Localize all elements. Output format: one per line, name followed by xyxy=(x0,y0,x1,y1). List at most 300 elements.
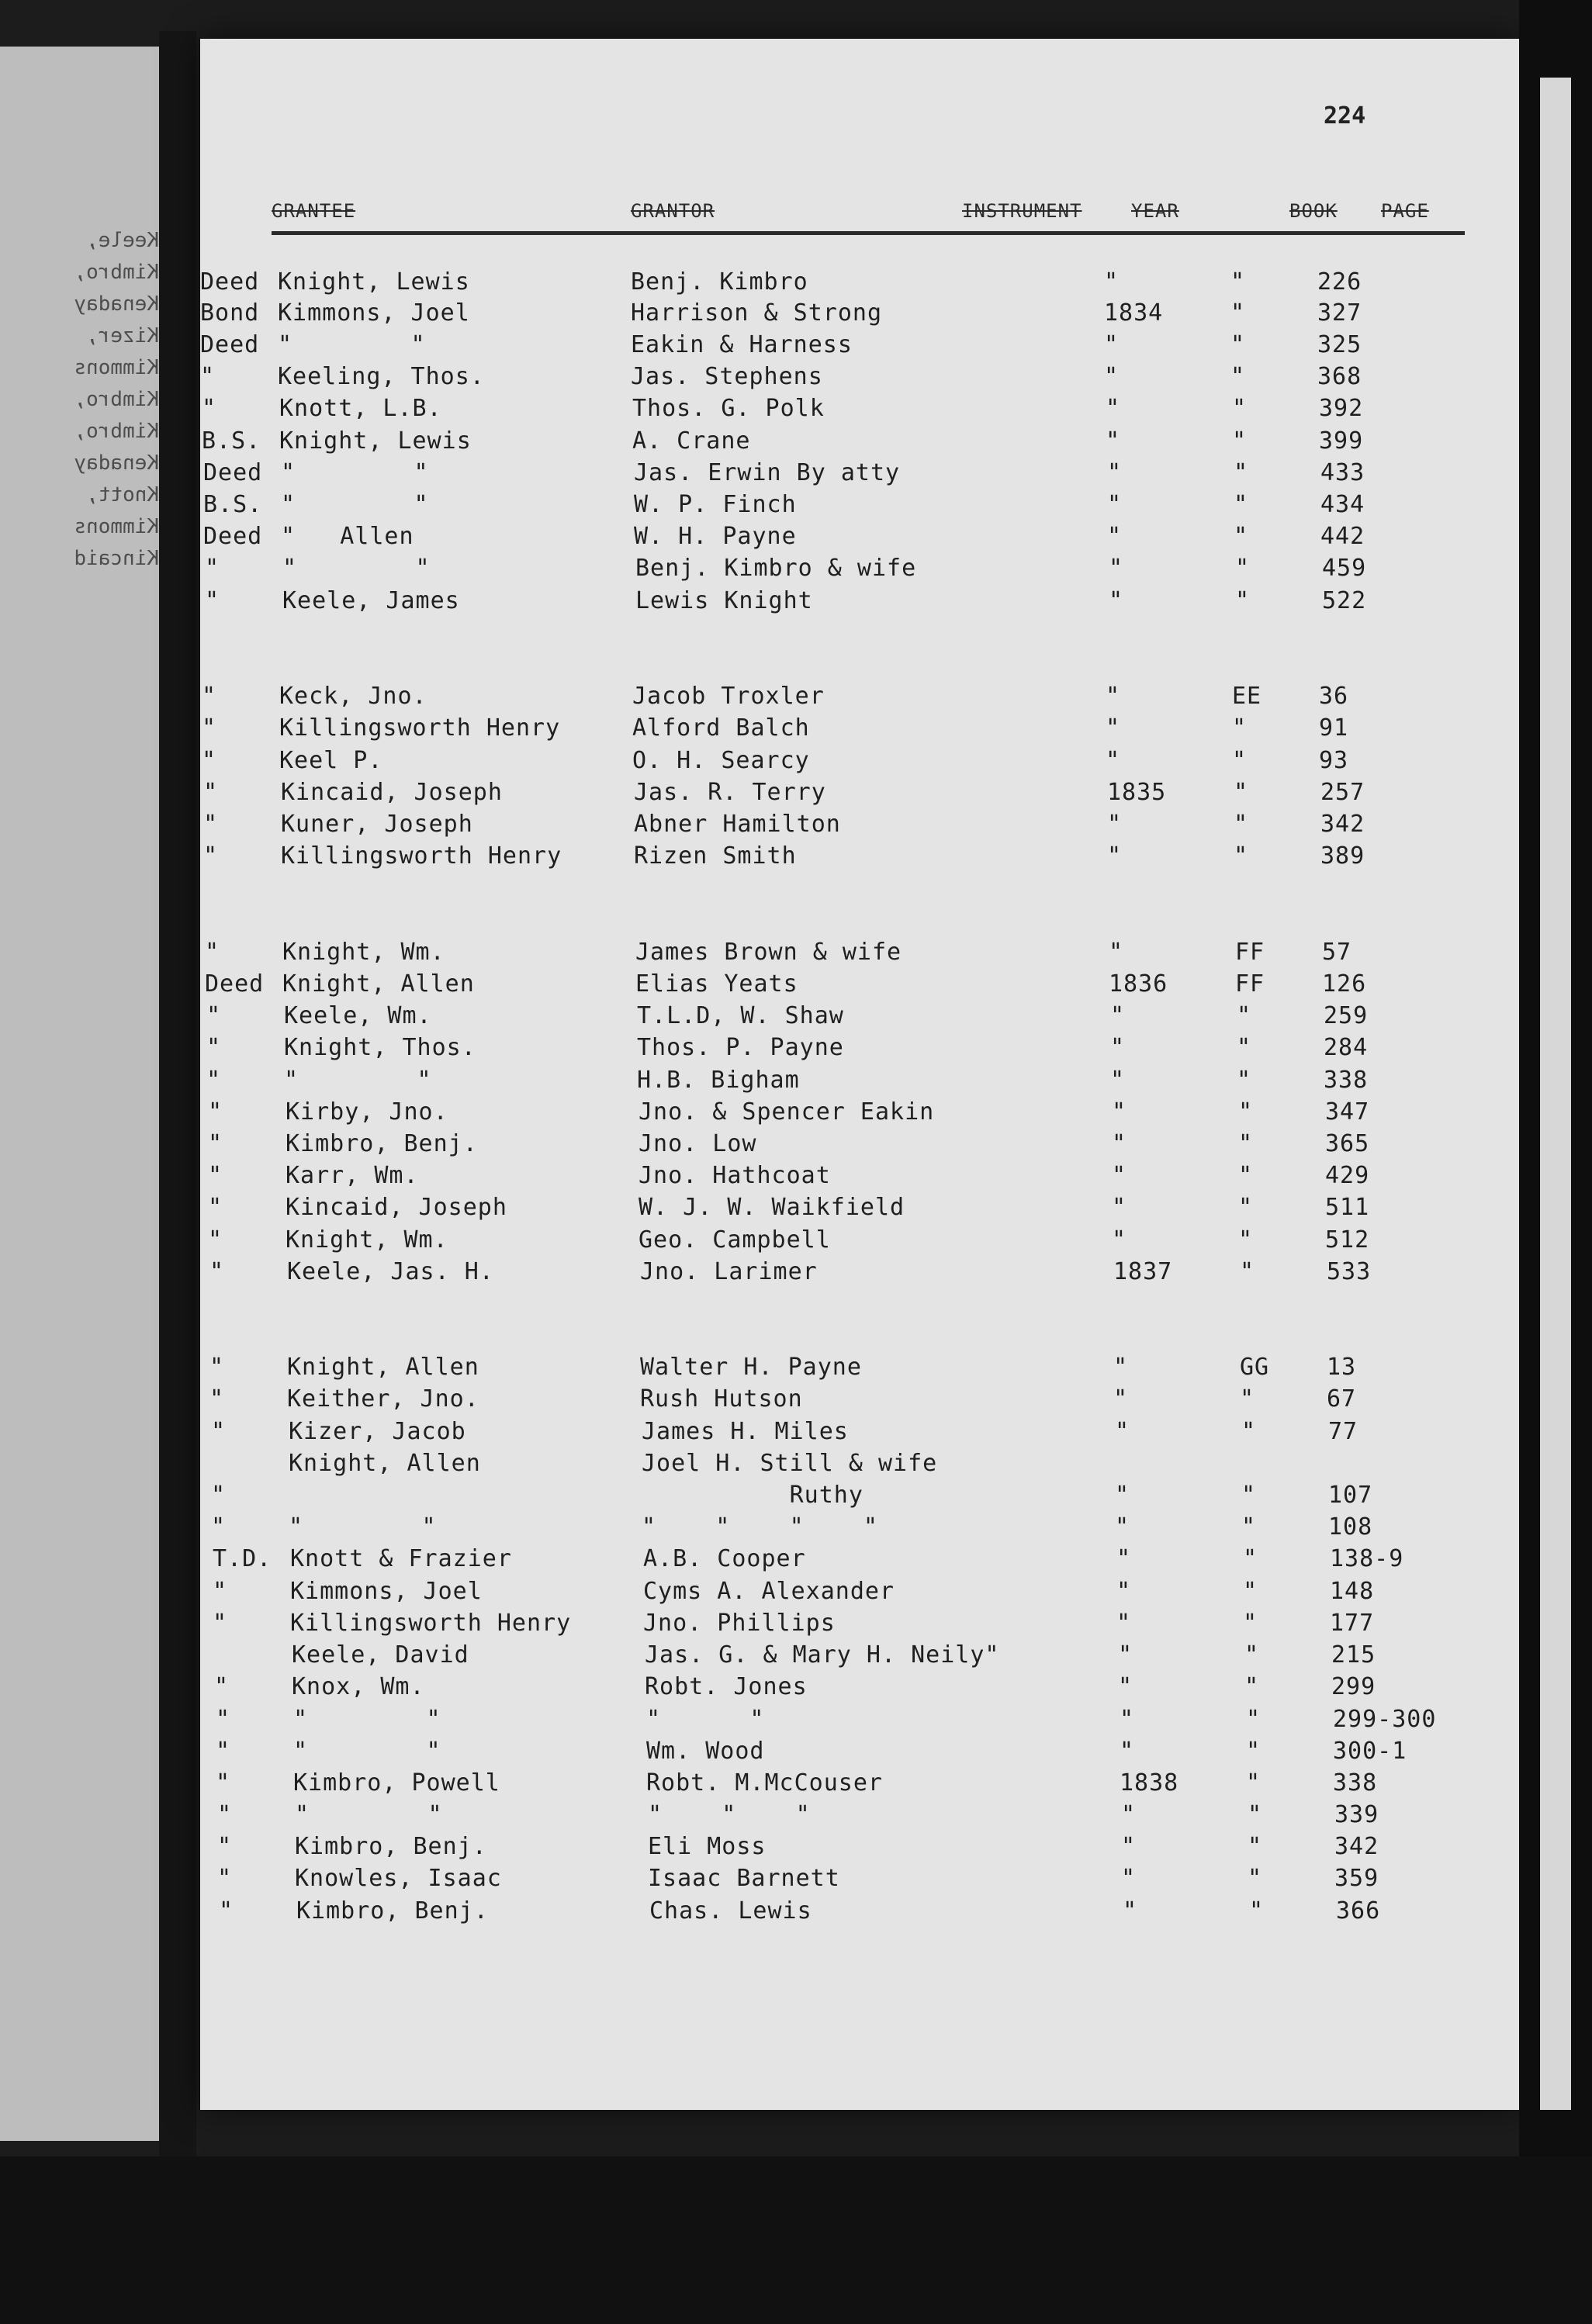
cell-grantor: Robt. Jones xyxy=(645,1673,808,1700)
cell-grantor: Elias Yeats xyxy=(635,970,798,998)
left-page-edge xyxy=(0,47,159,2141)
cell-grantor: " " xyxy=(646,1706,765,1733)
left-page-line: Keele, xyxy=(86,229,159,252)
ledger-row xyxy=(200,299,1519,332)
cell-page: 138-9 xyxy=(1330,1545,1404,1572)
cell-year: " xyxy=(1104,331,1120,358)
ledger-page xyxy=(200,39,1519,2110)
cell-year: 1838 xyxy=(1120,1769,1179,1797)
cell-page: 259 xyxy=(1324,1002,1369,1029)
cell-book: " xyxy=(1235,555,1251,582)
cell-year: " xyxy=(1121,1865,1137,1892)
ledger-row xyxy=(205,587,1524,620)
cell-book: FF xyxy=(1235,970,1265,998)
cell-page: 392 xyxy=(1319,395,1364,422)
cell-grantor: Eli Moss xyxy=(648,1833,767,1860)
ledger-row xyxy=(216,1738,1535,1770)
cell-book: " xyxy=(1234,842,1249,870)
cell-grantee: " " xyxy=(284,1067,432,1094)
cell-page: 148 xyxy=(1330,1578,1375,1605)
ledger-row xyxy=(203,779,1522,811)
cell-book: " xyxy=(1240,1385,1255,1413)
cell-instrument: " xyxy=(211,1418,227,1445)
cell-instrument: " xyxy=(205,555,220,582)
cell-year: " xyxy=(1112,1194,1127,1221)
cell-grantee: Keeling, Thos. xyxy=(278,363,485,390)
cell-instrument: Bond xyxy=(200,299,260,327)
cell-year: " xyxy=(1123,1897,1138,1925)
cell-grantor: Thos. G. Polk xyxy=(632,395,825,422)
cell-instrument: " xyxy=(206,1067,222,1094)
cell-instrument: " xyxy=(208,1194,223,1221)
cell-page: 126 xyxy=(1322,970,1367,998)
cell-grantee: Keele, Wm. xyxy=(284,1002,432,1029)
ledger-row xyxy=(202,683,1521,715)
cell-book: " xyxy=(1235,587,1251,614)
cell-book: " xyxy=(1234,491,1249,518)
cell-year: " xyxy=(1116,1578,1132,1605)
ledger-row xyxy=(206,1067,1525,1099)
left-page-line: Kimbro, xyxy=(74,261,159,284)
cell-grantee: Keck, Jno. xyxy=(279,683,427,710)
cell-year: " xyxy=(1106,683,1121,710)
cell-instrument: " xyxy=(217,1865,233,1892)
left-page-line: Knott, xyxy=(86,483,159,507)
ledger-row xyxy=(209,1354,1528,1386)
cell-instrument: " xyxy=(203,842,219,870)
cell-page: 57 xyxy=(1322,939,1352,966)
cell-instrument: " xyxy=(203,779,219,806)
cell-page: 338 xyxy=(1324,1067,1369,1094)
ledger-row xyxy=(200,268,1519,301)
cell-page: 93 xyxy=(1319,747,1349,774)
cell-grantor: Jas. Erwin By atty xyxy=(634,459,901,486)
cell-grantor: Geo. Campbell xyxy=(639,1226,831,1254)
cell-grantor: " " " " xyxy=(642,1513,878,1541)
ledger-row xyxy=(203,459,1522,492)
cell-page: 325 xyxy=(1317,331,1362,358)
cell-grantee: Keele, James xyxy=(282,587,460,614)
ledger-row xyxy=(202,427,1521,460)
cell-year: " xyxy=(1115,1513,1130,1541)
cell-grantee: " " xyxy=(293,1706,441,1733)
cell-book: " xyxy=(1240,1258,1255,1285)
cell-page: 339 xyxy=(1334,1801,1379,1828)
cell-instrument: " xyxy=(203,811,219,838)
cell-grantor: Eakin & Harness xyxy=(631,331,853,358)
cell-page: 67 xyxy=(1327,1385,1357,1413)
cell-book: " xyxy=(1230,299,1246,327)
cell-year: " xyxy=(1104,268,1120,296)
cell-instrument: Deed xyxy=(205,970,265,998)
cell-grantor: Benj. Kimbro xyxy=(631,268,808,296)
left-page-line: Kimmons xyxy=(74,515,159,538)
cell-page: 442 xyxy=(1320,523,1365,550)
cell-year: " xyxy=(1112,1162,1127,1189)
cell-year: " xyxy=(1116,1545,1132,1572)
ledger-row xyxy=(216,1769,1535,1802)
cell-instrument: " xyxy=(208,1130,223,1157)
cell-grantor: " " " xyxy=(648,1801,811,1828)
ledger-row xyxy=(214,1641,1533,1674)
cell-grantee: Keither, Jno. xyxy=(287,1385,479,1413)
cell-page: 215 xyxy=(1331,1641,1376,1669)
cell-grantee: Karr, Wm. xyxy=(286,1162,419,1189)
cell-instrument: " xyxy=(200,363,216,390)
cell-instrument: " xyxy=(214,1673,230,1700)
left-page-line: Kimmons xyxy=(74,356,159,379)
cell-year: " xyxy=(1109,939,1124,966)
cell-instrument: " xyxy=(216,1706,231,1733)
cell-grantee: Killingsworth Henry xyxy=(279,714,561,742)
cell-year: " xyxy=(1112,1130,1127,1157)
ledger-row xyxy=(203,842,1522,875)
cell-instrument: " xyxy=(208,1226,223,1254)
cell-page: 177 xyxy=(1330,1610,1375,1637)
ledger-row xyxy=(217,1833,1536,1866)
cell-instrument: " xyxy=(205,939,220,966)
ledger-row xyxy=(208,1194,1527,1226)
cell-grantor: Joel H. Still & wife xyxy=(642,1450,938,1477)
cell-book: " xyxy=(1234,523,1249,550)
cell-grantee: Kimbro, Benj. xyxy=(296,1897,489,1925)
cell-year: " xyxy=(1121,1833,1137,1860)
cell-year: " xyxy=(1116,1610,1132,1637)
bottom-dark-area xyxy=(0,2156,1592,2324)
ledger-row xyxy=(203,523,1522,555)
cell-grantor: James H. Miles xyxy=(642,1418,849,1445)
cell-grantor: H.B. Bigham xyxy=(637,1067,800,1094)
cell-year: " xyxy=(1120,1738,1135,1765)
ledger-row xyxy=(206,1002,1525,1035)
header-page: PAGE xyxy=(1381,200,1429,222)
cell-grantor: Rush Hutson xyxy=(640,1385,803,1413)
cell-page: 434 xyxy=(1320,491,1365,518)
cell-instrument: Deed xyxy=(203,459,263,486)
cell-year: " xyxy=(1104,363,1120,390)
cell-book: " xyxy=(1232,427,1248,455)
cell-page: 459 xyxy=(1322,555,1367,582)
ledger-row xyxy=(219,1897,1538,1930)
cell-grantor: W. J. W. Waikfield xyxy=(639,1194,905,1221)
cell-grantee: Knott & Frazier xyxy=(290,1545,512,1572)
cell-instrument: Deed xyxy=(203,523,263,550)
cell-book: " xyxy=(1248,1833,1263,1860)
cell-instrument: " xyxy=(211,1513,227,1541)
next-page-edge xyxy=(1540,78,1571,2110)
ledger-row xyxy=(216,1706,1535,1738)
ledger-row xyxy=(211,1450,1530,1482)
ledger-row xyxy=(211,1418,1530,1451)
cell-grantor: Harrison & Strong xyxy=(631,299,883,327)
cell-grantor: A.B. Cooper xyxy=(643,1545,806,1572)
ledger-row xyxy=(208,1226,1527,1259)
ledger-row xyxy=(200,363,1519,396)
cell-book: " xyxy=(1238,1162,1254,1189)
ledger-row xyxy=(205,939,1524,971)
cell-book: EE xyxy=(1232,683,1262,710)
cell-grantee: Kizer, Jacob xyxy=(289,1418,466,1445)
ledger-row xyxy=(209,1258,1528,1291)
cell-year: " xyxy=(1118,1641,1133,1669)
cell-grantor: Rizen Smith xyxy=(634,842,797,870)
cell-instrument: " xyxy=(211,1482,227,1509)
cell-page: 13 xyxy=(1327,1354,1357,1381)
ledger-row xyxy=(202,747,1521,780)
cell-book: " xyxy=(1246,1706,1261,1733)
cell-instrument: " xyxy=(209,1258,225,1285)
cell-instrument: " xyxy=(209,1354,225,1381)
cell-instrument: " xyxy=(213,1610,228,1637)
cell-book: " xyxy=(1237,1034,1252,1061)
cell-grantee: Kincaid, Joseph xyxy=(281,779,503,806)
header-year: YEAR xyxy=(1131,200,1179,222)
cell-grantor: Wm. Wood xyxy=(646,1738,765,1765)
cell-page: 365 xyxy=(1325,1130,1370,1157)
cell-grantor: Robt. M.McCouser xyxy=(646,1769,883,1797)
cell-grantor: Jno. Phillips xyxy=(643,1610,836,1637)
cell-year: 1835 xyxy=(1107,779,1167,806)
cell-year: " xyxy=(1113,1354,1129,1381)
cell-page: 368 xyxy=(1317,363,1362,390)
cell-page: 522 xyxy=(1322,587,1367,614)
cell-grantee: " " xyxy=(293,1738,441,1765)
cell-book: " xyxy=(1241,1513,1257,1541)
cell-instrument: " xyxy=(202,683,217,710)
cell-grantor: W. P. Finch xyxy=(634,491,797,518)
cell-book: " xyxy=(1232,714,1248,742)
cell-grantor: Benj. Kimbro & wife xyxy=(635,555,917,582)
cell-page: 399 xyxy=(1319,427,1364,455)
cell-grantee: Kimbro, Benj. xyxy=(295,1833,487,1860)
cell-page: 342 xyxy=(1334,1833,1379,1860)
cell-year: " xyxy=(1118,1673,1133,1700)
cell-grantor: Jno. Hathcoat xyxy=(639,1162,831,1189)
cell-grantor: Jno. Larimer xyxy=(640,1258,818,1285)
cell-year: " xyxy=(1110,1002,1126,1029)
cell-grantor: O. H. Searcy xyxy=(632,747,810,774)
cell-page: 338 xyxy=(1333,1769,1378,1797)
cell-instrument: " xyxy=(216,1769,231,1797)
cell-page: 108 xyxy=(1328,1513,1373,1541)
cell-book: GG xyxy=(1240,1354,1270,1381)
cell-book: " xyxy=(1232,395,1248,422)
ledger-row xyxy=(208,1162,1527,1195)
cell-grantee: Kimbro, Benj. xyxy=(286,1130,478,1157)
cell-year: " xyxy=(1106,747,1121,774)
cell-grantor: W. H. Payne xyxy=(634,523,797,550)
cell-year: " xyxy=(1112,1098,1127,1126)
cell-grantor: Jas. Stephens xyxy=(631,363,823,390)
cell-grantor: T.L.D, W. Shaw xyxy=(637,1002,844,1029)
cell-page: 429 xyxy=(1325,1162,1370,1189)
cell-page: 36 xyxy=(1319,683,1349,710)
cell-instrument: " xyxy=(213,1578,228,1605)
cell-book: " xyxy=(1237,1067,1252,1094)
cell-book: " xyxy=(1241,1482,1257,1509)
cell-grantee: Kuner, Joseph xyxy=(281,811,473,838)
cell-page: 257 xyxy=(1320,779,1365,806)
cell-book: " xyxy=(1238,1098,1254,1126)
cell-grantee: Knight, Wm. xyxy=(282,939,445,966)
cell-year: " xyxy=(1107,523,1123,550)
cell-book: " xyxy=(1249,1897,1265,1925)
cell-year: " xyxy=(1115,1418,1130,1445)
cell-grantor: Jno. & Spencer Eakin xyxy=(639,1098,935,1126)
cell-year: " xyxy=(1113,1385,1129,1413)
left-page-line: Kenaday xyxy=(74,451,159,475)
cell-grantee: " " xyxy=(295,1801,443,1828)
cell-grantee: Knight, Allen xyxy=(287,1354,479,1381)
cell-instrument: " xyxy=(206,1034,222,1061)
cell-year: " xyxy=(1106,427,1121,455)
cell-page: 342 xyxy=(1320,811,1365,838)
cell-grantee: " " xyxy=(281,459,429,486)
cell-book: " xyxy=(1244,1673,1260,1700)
cell-page: 107 xyxy=(1328,1482,1373,1509)
cell-year: " xyxy=(1107,459,1123,486)
cell-grantor: Jas. G. & Mary H. Neily" xyxy=(645,1641,1000,1669)
ledger-row xyxy=(208,1098,1527,1131)
left-page-line: Kimbro, xyxy=(74,388,159,411)
cell-year: " xyxy=(1107,842,1123,870)
cell-year: " xyxy=(1106,395,1121,422)
cell-grantee: Killingsworth Henry xyxy=(290,1610,572,1637)
cell-book: " xyxy=(1243,1545,1258,1572)
cell-grantee: Kincaid, Joseph xyxy=(286,1194,507,1221)
cell-book: " xyxy=(1234,779,1249,806)
ledger-row xyxy=(203,491,1522,524)
cell-instrument: " xyxy=(205,587,220,614)
cell-book: " xyxy=(1246,1769,1261,1797)
cell-grantee: Knowles, Isaac xyxy=(295,1865,502,1892)
cell-page: 91 xyxy=(1319,714,1349,742)
cell-book: " xyxy=(1230,331,1246,358)
cell-grantor: Lewis Knight xyxy=(635,587,813,614)
cell-year: 1837 xyxy=(1113,1258,1173,1285)
cell-instrument: T.D. xyxy=(213,1545,272,1572)
cell-page: 366 xyxy=(1336,1897,1381,1925)
cell-grantee: Kimmons, Joel xyxy=(290,1578,483,1605)
cell-page: 511 xyxy=(1325,1194,1370,1221)
header-book: BOOK xyxy=(1289,200,1338,222)
left-page-line: Kincaid xyxy=(74,547,159,570)
cell-page: 512 xyxy=(1325,1226,1370,1254)
cell-book: " xyxy=(1244,1641,1260,1669)
ledger-row xyxy=(217,1801,1536,1834)
cell-grantee: Kirby, Jno. xyxy=(286,1098,448,1126)
cell-grantee: Keele, David xyxy=(292,1641,469,1669)
cell-book: " xyxy=(1230,363,1246,390)
cell-instrument: B.S. xyxy=(202,427,261,455)
ledger-row xyxy=(205,555,1524,587)
cell-book: " xyxy=(1243,1610,1258,1637)
cell-book: " xyxy=(1238,1130,1254,1157)
cell-grantee: Keele, Jas. H. xyxy=(287,1258,494,1285)
cell-page: 284 xyxy=(1324,1034,1369,1061)
cell-grantee: " " xyxy=(282,555,431,582)
cell-book: " xyxy=(1230,268,1246,296)
ledger-row xyxy=(200,331,1519,364)
cell-instrument: " xyxy=(202,714,217,742)
cell-year: " xyxy=(1121,1801,1137,1828)
cell-grantee: " " xyxy=(281,491,429,518)
cell-instrument: Deed xyxy=(200,268,260,296)
cell-grantee: Knight, Allen xyxy=(282,970,475,998)
cell-instrument: Deed xyxy=(200,331,260,358)
cell-instrument: " xyxy=(206,1002,222,1029)
ledger-row xyxy=(205,970,1524,1003)
cell-year: " xyxy=(1109,587,1124,614)
cell-grantor: Ruthy xyxy=(642,1482,863,1509)
cell-book: FF xyxy=(1235,939,1265,966)
cell-page: 300-1 xyxy=(1333,1738,1407,1765)
left-page-line: Kenaday xyxy=(74,292,159,316)
cell-page: 433 xyxy=(1320,459,1365,486)
cell-page: 327 xyxy=(1317,299,1362,327)
ledger-row xyxy=(211,1513,1530,1546)
cell-grantor: Walter H. Payne xyxy=(640,1354,862,1381)
cell-book: " xyxy=(1234,459,1249,486)
header-instrument: INSTRUMENT xyxy=(962,200,1082,222)
cell-grantor: Abner Hamilton xyxy=(634,811,841,838)
cell-grantee: " Allen xyxy=(281,523,414,550)
cell-book: " xyxy=(1234,811,1249,838)
cell-grantor: A. Crane xyxy=(632,427,751,455)
ledger-row xyxy=(202,714,1521,747)
ledger-row xyxy=(213,1578,1531,1610)
cell-year: " xyxy=(1110,1034,1126,1061)
cell-instrument: " xyxy=(208,1162,223,1189)
cell-page: 359 xyxy=(1334,1865,1379,1892)
cell-grantee: Knight, Lewis xyxy=(278,268,470,296)
cell-book: " xyxy=(1241,1418,1257,1445)
cell-year: 1834 xyxy=(1104,299,1164,327)
cell-year: 1836 xyxy=(1109,970,1168,998)
cell-instrument: " xyxy=(202,747,217,774)
cell-page: 347 xyxy=(1325,1098,1370,1126)
cell-grantee: Knight, Allen xyxy=(289,1450,481,1477)
cell-page: 226 xyxy=(1317,268,1362,296)
cell-book: " xyxy=(1248,1865,1263,1892)
cell-page: 299 xyxy=(1331,1673,1376,1700)
cell-page: 389 xyxy=(1320,842,1365,870)
cell-year: " xyxy=(1115,1482,1130,1509)
cell-grantor: Thos. P. Payne xyxy=(637,1034,844,1061)
cell-book: " xyxy=(1237,1002,1252,1029)
cell-book: " xyxy=(1238,1226,1254,1254)
ledger-row xyxy=(208,1130,1527,1163)
cell-grantor: Cyms A. Alexander xyxy=(643,1578,895,1605)
cell-grantee: Knott, L.B. xyxy=(279,395,442,422)
cell-page: 533 xyxy=(1327,1258,1372,1285)
header-grantor: GRANTOR xyxy=(631,200,715,222)
cell-grantee: Knight, Wm. xyxy=(286,1226,448,1254)
cell-year: " xyxy=(1112,1226,1127,1254)
cell-book: " xyxy=(1248,1801,1263,1828)
cell-instrument: " xyxy=(202,395,217,422)
cell-instrument: " xyxy=(219,1897,234,1925)
page-number: 224 xyxy=(1324,102,1366,130)
cell-grantee: Kimmons, Joel xyxy=(278,299,470,327)
cell-grantee: Kimbro, Powell xyxy=(293,1769,500,1797)
cell-page: 299-300 xyxy=(1333,1706,1437,1733)
cell-instrument: " xyxy=(208,1098,223,1126)
cell-grantee: " " xyxy=(278,331,426,358)
cell-book: " xyxy=(1246,1738,1261,1765)
cell-page: 77 xyxy=(1328,1418,1358,1445)
ledger-row xyxy=(213,1545,1531,1578)
